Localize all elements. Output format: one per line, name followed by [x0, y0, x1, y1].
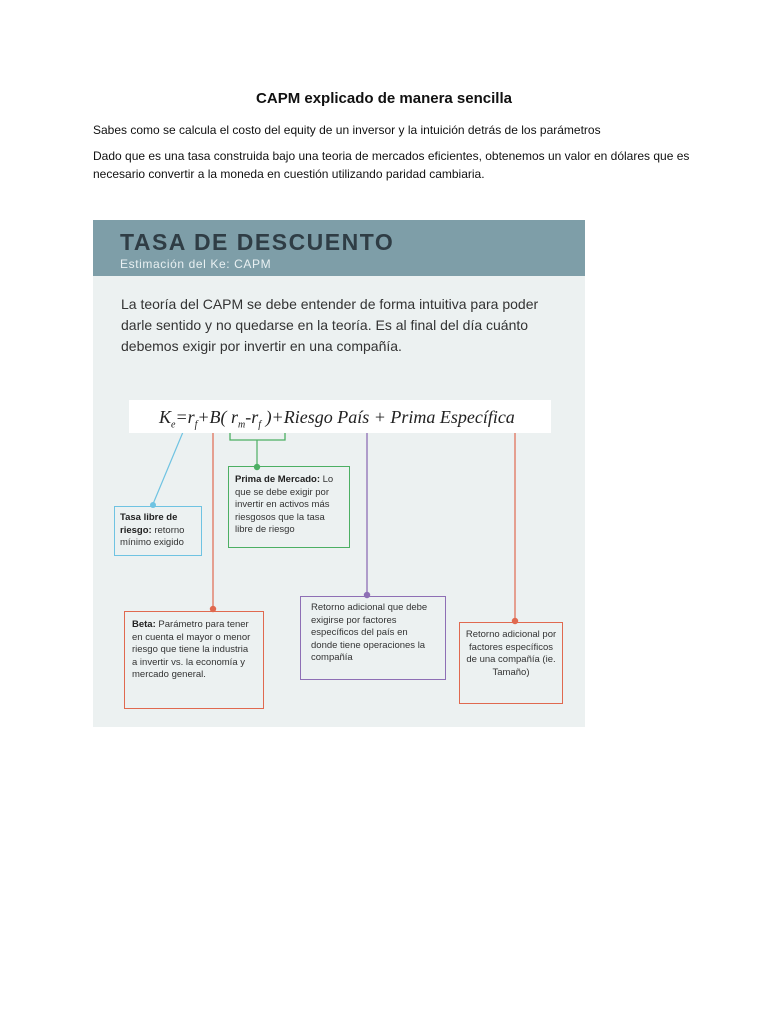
formula-ke: K [159, 407, 172, 427]
formula-rm-sub: m [238, 419, 246, 431]
formula-rf2-sub: f [258, 419, 262, 431]
box-riesgo-pais [300, 596, 446, 680]
formula-ke-sub: e [171, 419, 176, 431]
prima-mercado-label: Prima de Mercado: [235, 474, 320, 485]
formula-rf: =r [175, 407, 195, 427]
intro-paragraph: Sabes como se calcula el costo del equity de un inversor y la intuición detrás de los parámetros [93, 123, 601, 137]
figure-intro: La teoría del CAPM se debe entender de forma intuitiva para poder darle sentido y no quedarse en la teoría. Es al final del día cuánto debemos exigir por invertir en una compañía. [121, 296, 539, 354]
beta-label: Beta: [132, 619, 156, 630]
figure-title: TASA DE DESCUENTO [120, 229, 395, 255]
bracket-prima-mercado [230, 433, 285, 440]
formula-minus-rf: -r [245, 407, 259, 427]
box-prima-especifica [459, 622, 563, 704]
formula-tail: )+Riesgo País + Prima Específica [261, 407, 515, 427]
currency-paragraph: Dado que es una tasa construida bajo una teoria de mercados eficientes, obtenemos un valor en dólares que es necesario convertir a la moneda en cuestión utilizando paridad cambiaria. [93, 149, 690, 181]
box-beta [124, 611, 264, 709]
prima-especifica-text: Retorno adicional por factores específicos de una compañía (ie. Tamaño) [465, 629, 557, 678]
prima-mercado-text: Lo que se debe exigir por invertir en activos más riesgosos que la tasa libre de riesgo [235, 474, 334, 535]
capm-formula-box [129, 400, 551, 433]
capm-figure [93, 220, 585, 727]
connector-tasa-libre [153, 432, 183, 504]
box-prima-mercado [228, 466, 350, 548]
formula-rf-sub: f [194, 419, 198, 431]
beta-text: Parámetro para tener en cuenta el mayor o menor riesgo que tiene la industria a invertir vs. la economía y mercado general. [132, 619, 251, 680]
document-title: CAPM explicado de manera sencilla [256, 90, 512, 107]
tasa-libre-label: Tasa libre de riesgo: [120, 512, 178, 536]
formula-beta-rm: +B( r [197, 407, 239, 427]
figure-subtitle: Estimación del Ke: CAPM [120, 257, 272, 271]
tasa-libre-text: retorno mínimo exigido [120, 524, 185, 548]
riesgo-pais-text: Retorno adicional que debe exigirse por factores específicos del país en donde tiene operaciones la compañía [311, 602, 428, 663]
capm-formula [159, 407, 515, 431]
box-tasa-libre [114, 506, 202, 556]
